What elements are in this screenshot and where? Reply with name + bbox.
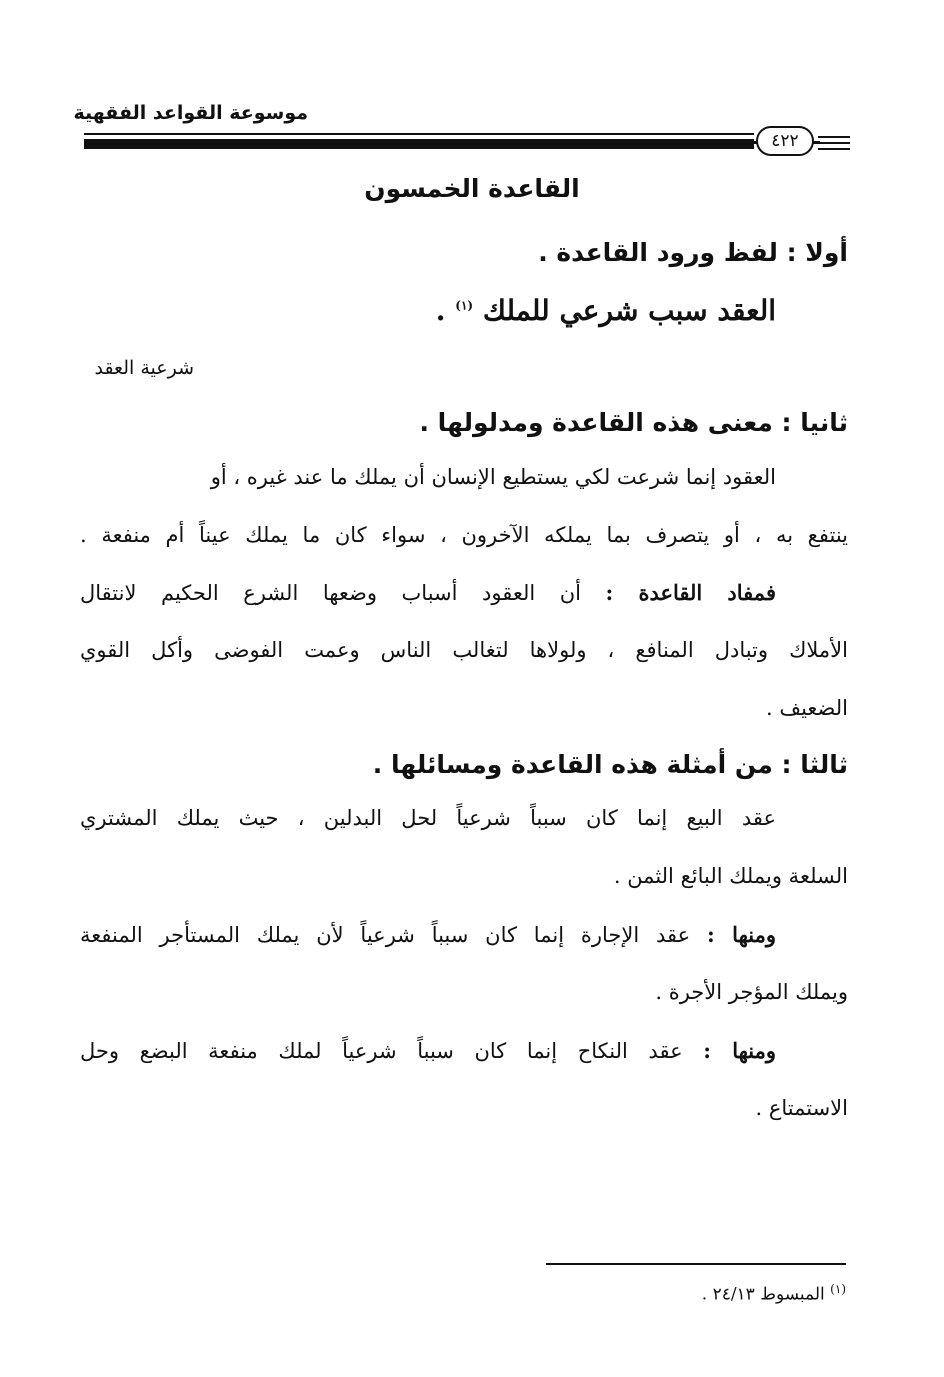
footnote-text: المبسوط ٢٤/١٣ . — [701, 1284, 831, 1305]
paragraph-line: العقود إنما شرعت لكي يستطيع الإنسان أن يملك ما عند غيره ، أو — [210, 465, 776, 489]
header-rule-right-3 — [818, 148, 850, 150]
rule-statement — [436, 294, 776, 327]
header-rule-thick — [84, 139, 754, 149]
side-label: شرعية العقد — [94, 357, 194, 379]
paragraph-text: أن العقود أسباب وضعها الشرع الحكيم لانتقال — [80, 581, 606, 605]
header-rule-right-1 — [818, 136, 850, 138]
paragraph-text: عقد النكاح إنما كان سبباً شرعياً لملك منفعة البضع وحل — [80, 1039, 704, 1063]
paragraph-line: ينتفع به ، أو يتصرف بما يملكه الآخرون ، سواء كان ما يملك عيناً أم منفعة . — [80, 523, 848, 547]
section-heading-meaning: ثانيا : معنى هذه القاعدة ومدلولها . — [419, 408, 848, 437]
paragraph-lead: ومنها : — [706, 922, 776, 947]
header-rule-thin — [84, 133, 754, 135]
paragraph-lead: ومنها : — [703, 1038, 776, 1063]
paragraph-line: الضعيف . — [765, 696, 848, 720]
paragraph-line: السلعة ويملك البائع الثمن . — [613, 864, 848, 888]
running-header-title: موسوعة القواعد الفقهية — [73, 102, 308, 124]
rule-statement-end: . — [435, 294, 446, 327]
footnote — [702, 1282, 846, 1305]
paragraph-line: عقد البيع إنما كان سبباً شرعياً لحل البدلين ، حيث يملك المشتري — [80, 806, 776, 830]
footnote-marker: (١) — [830, 1282, 846, 1296]
paragraph-line: الأملاك وتبادل المنافع ، ولولاها لتغالب الناس وعمت الفوضى وأكل القوي — [80, 638, 848, 662]
page-number: ٤٢٢ — [756, 126, 814, 156]
section-heading-examples: ثالثا : من أمثلة هذه القاعدة ومسائلها . — [372, 750, 848, 779]
paragraph-line: الاستمتاع . — [755, 1096, 848, 1120]
paragraph-line — [80, 922, 776, 947]
section-heading-wording: أولا : لفظ ورود القاعدة . — [538, 238, 848, 267]
paragraph-lead: فمفاد القاعدة : — [605, 580, 776, 605]
paragraph-text: عقد الإجارة إنما كان سبباً شرعياً لأن يملك المستأجر المنفعة — [80, 923, 707, 947]
rule-statement-text: العقد سبب شرعي للملك — [482, 294, 776, 327]
rule-title: القاعدة الخمسون — [364, 174, 580, 203]
footnote-ref: (١) — [455, 298, 474, 313]
paragraph-line — [80, 580, 776, 605]
footnote-separator — [546, 1263, 846, 1265]
header-rule-right-2 — [818, 142, 850, 144]
paragraph-line — [80, 1038, 776, 1063]
paragraph-line: ويملك المؤجر الأجرة . — [655, 980, 848, 1004]
